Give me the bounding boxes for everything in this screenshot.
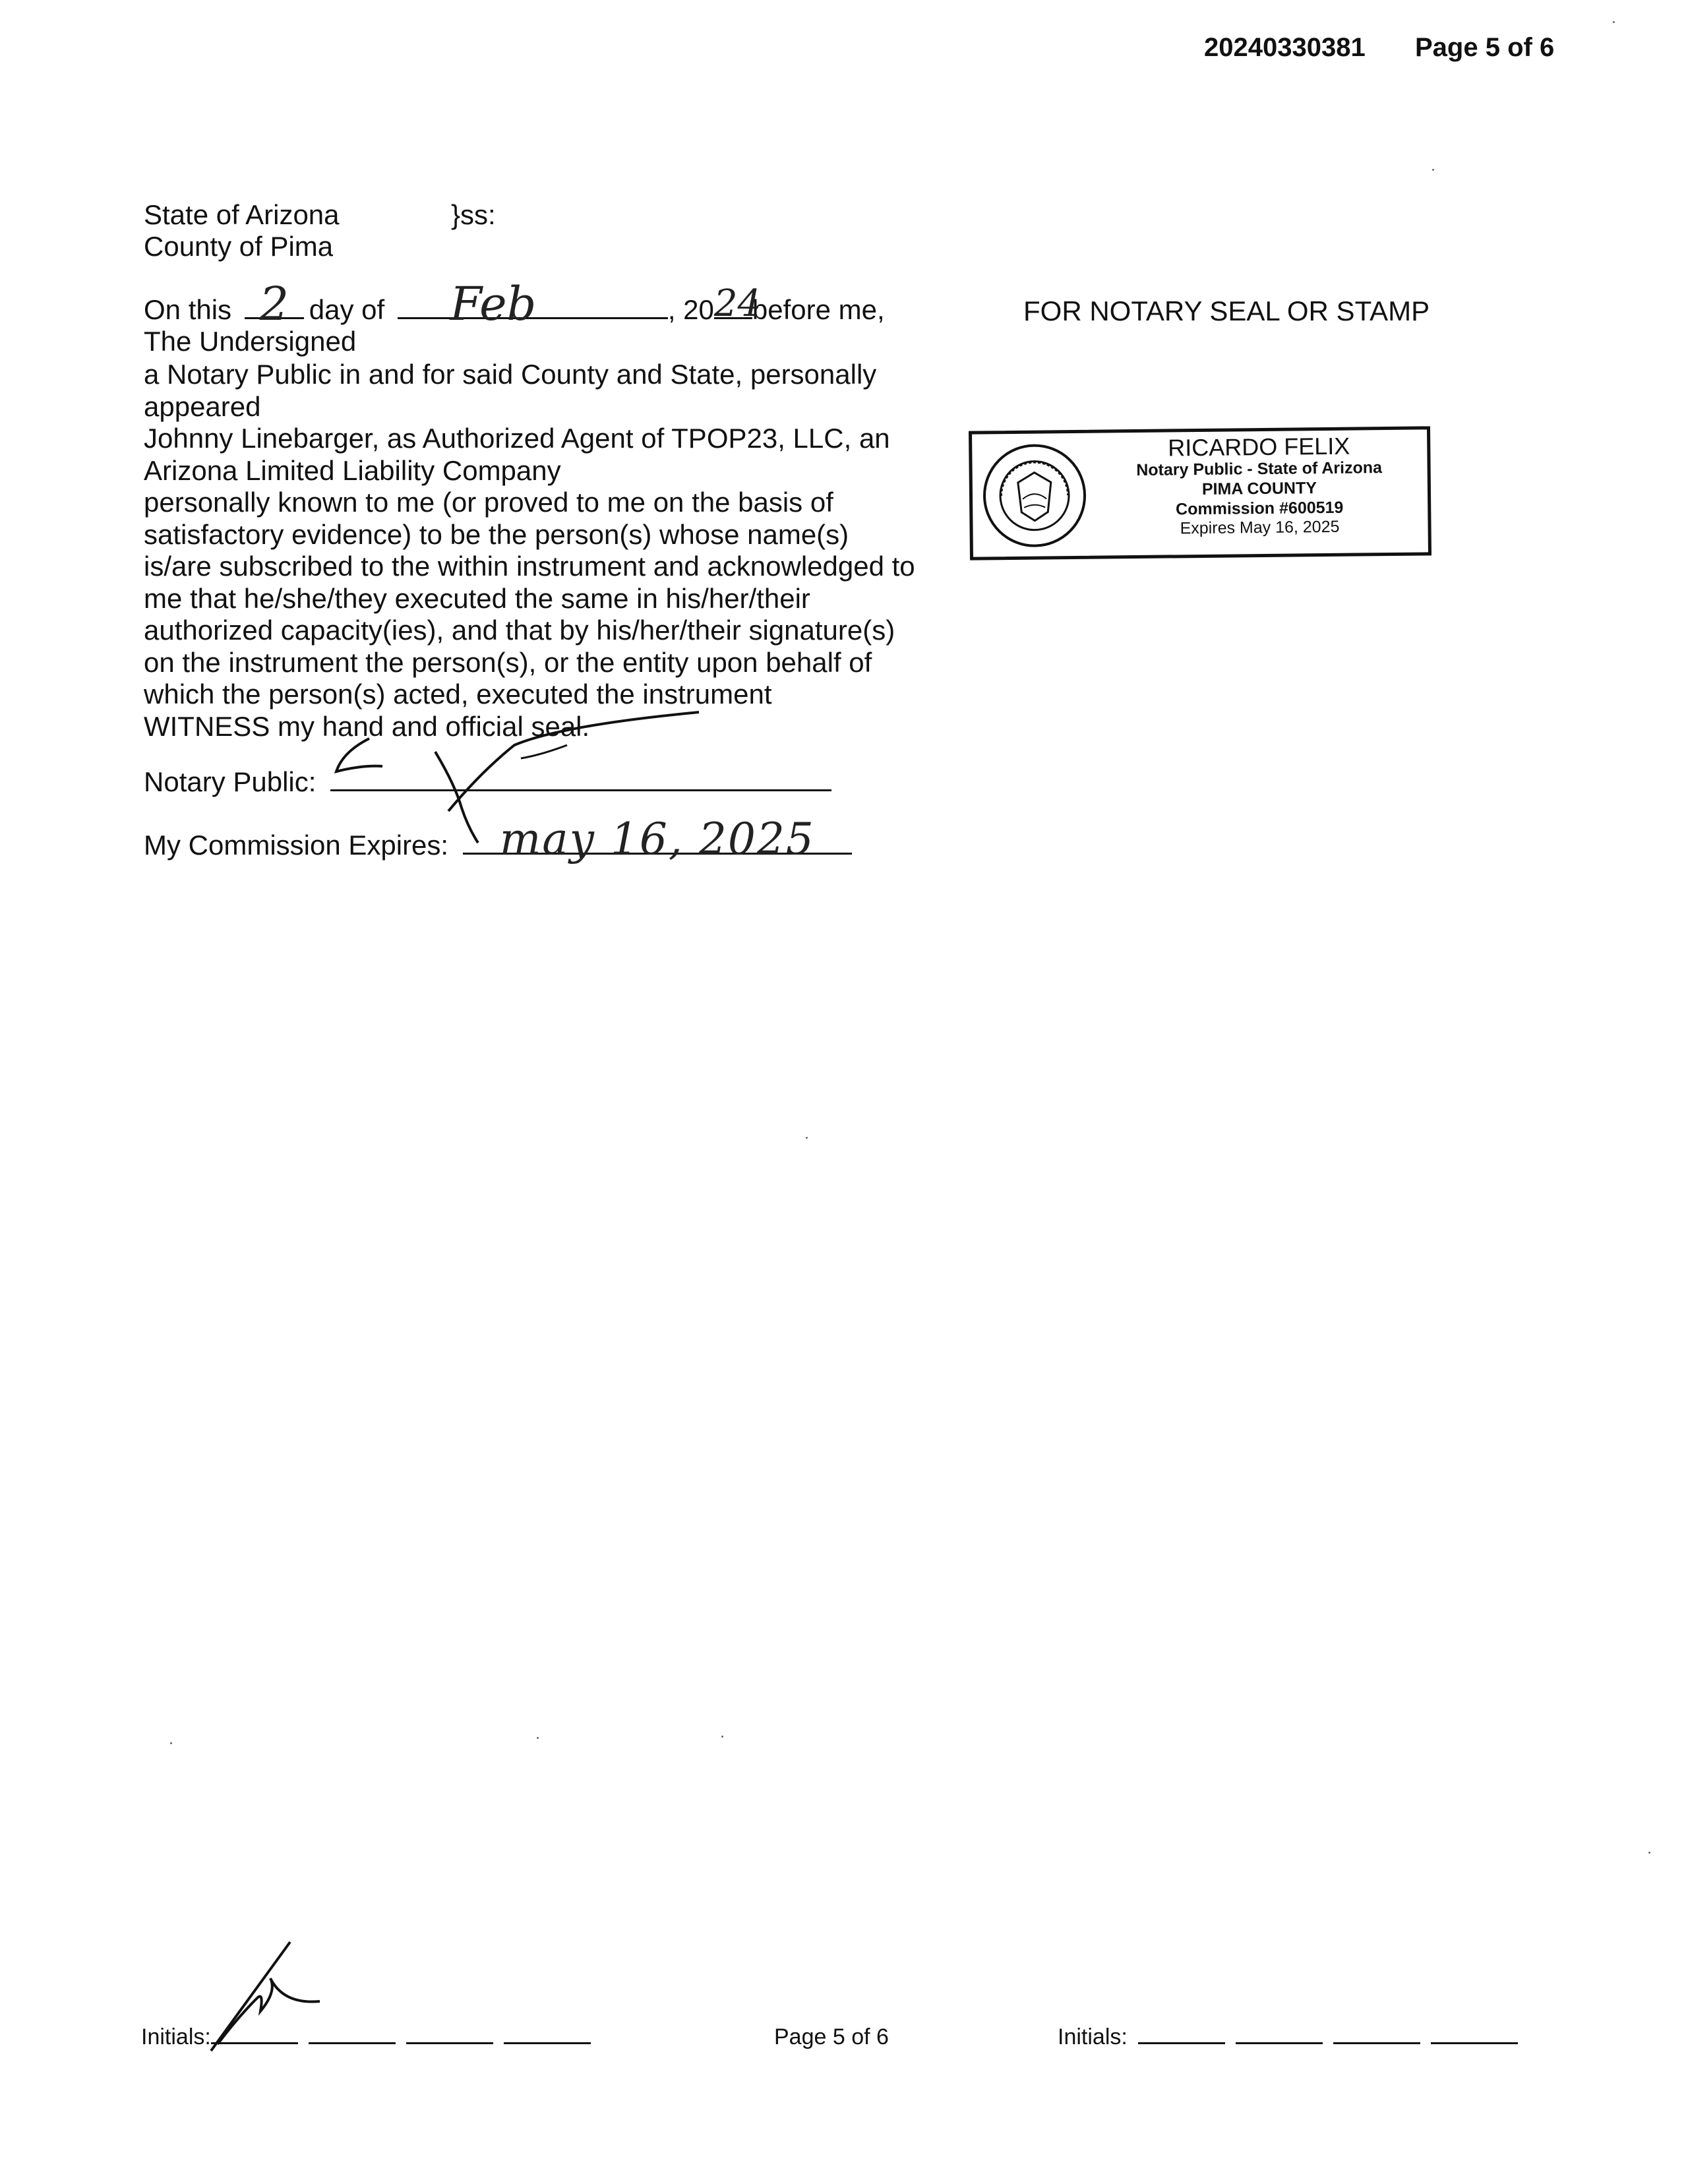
stamp-text xyxy=(1097,433,1422,538)
date-line xyxy=(144,276,885,331)
scan-speck xyxy=(537,1737,539,1739)
year-blank xyxy=(713,282,762,325)
undersigned-label: The Undersigned xyxy=(144,326,357,357)
stamp-county: PIMA COUNTY xyxy=(1201,479,1317,499)
year-prefix: , 20 xyxy=(667,294,714,325)
year-handwriting: 24 xyxy=(713,282,762,325)
initials-blank xyxy=(1333,2042,1420,2044)
initials-left-label: Initials: xyxy=(141,2024,211,2049)
commission-line xyxy=(144,813,852,864)
scan-speck xyxy=(170,1742,172,1744)
initials-blank xyxy=(1138,2042,1225,2044)
scan-speck xyxy=(806,1137,808,1139)
acknowledgment-paragraph xyxy=(144,359,915,743)
scan-speck xyxy=(1432,169,1434,171)
before-me-label: before me, xyxy=(752,294,885,325)
scan-speck xyxy=(1648,1852,1650,1854)
ack-line: appeared xyxy=(144,390,261,422)
ack-line: authorized capacity(ies), and that by his/her/their signature(s) xyxy=(144,615,895,646)
ack-line: Johnny Linebarger, as Authorized Agent of TPOP23, LLC, an xyxy=(144,423,890,454)
on-this-label: On this xyxy=(144,294,232,325)
initials-blank xyxy=(504,2042,591,2044)
ack-line: on the instrument the person(s), or the entity upon behalf of xyxy=(144,646,872,678)
ack-line: which the person(s) acted, executed the instrument xyxy=(144,679,772,710)
notary-stamp xyxy=(969,426,1432,560)
initials-blank xyxy=(1236,2042,1323,2044)
scan-speck xyxy=(721,1736,723,1738)
month-blank xyxy=(398,276,668,331)
commission-handwriting: may 16, 2025 xyxy=(499,813,815,864)
state-label: State of Arizona xyxy=(144,199,340,230)
day-of-label: day of xyxy=(309,294,385,325)
initials-signature xyxy=(198,1939,330,2057)
document-number: 20240330381 xyxy=(1204,33,1366,62)
commission-blank xyxy=(463,813,852,864)
ss-label: }ss: xyxy=(451,199,496,230)
ack-line: me that he/she/they executed the same in his/her/their xyxy=(144,582,810,614)
ack-line: personally known to me (or proved to me on the basis of xyxy=(144,487,833,518)
scan-speck xyxy=(1613,21,1615,23)
stamp-expires: Expires May 16, 2025 xyxy=(1180,517,1340,538)
month-handwriting: Feb xyxy=(450,276,537,331)
ack-line: satisfactory evidence) to be the person(s) whose name(s) xyxy=(144,518,849,550)
stamp-notary-title: Notary Public - State of Arizona xyxy=(1136,458,1383,480)
stamp-commission: Commission #600519 xyxy=(1175,498,1344,519)
ack-line: WITNESS my hand and official seal. xyxy=(144,710,590,742)
day-blank xyxy=(245,276,304,331)
footer-initials-right xyxy=(1058,2024,1518,2050)
header-page-label: Page 5 of 6 xyxy=(1415,33,1555,62)
initials-blank xyxy=(1431,2042,1518,2044)
initials-right-label: Initials: xyxy=(1058,2024,1128,2049)
notary-public-label: Notary Public: xyxy=(144,766,316,797)
day-handwriting: 2 xyxy=(259,276,289,331)
stamp-notary-name: RICARDO FELIX xyxy=(1168,432,1350,462)
ack-line: Arizona Limited Liability Company xyxy=(144,454,561,486)
initials-blank xyxy=(406,2042,493,2044)
ack-line: is/are subscribed to the within instrument and acknowledged to xyxy=(144,551,915,582)
footer-page-label: Page 5 of 6 xyxy=(774,2024,889,2049)
commission-label: My Commission Expires: xyxy=(144,830,449,861)
ack-line: a Notary Public in and for said County and State, personally xyxy=(144,359,877,390)
seal-area-label: FOR NOTARY SEAL OR STAMP xyxy=(1023,295,1430,326)
state-seal-icon xyxy=(981,442,1088,549)
county-label: County of Pima xyxy=(144,231,334,262)
state-line xyxy=(144,199,496,231)
